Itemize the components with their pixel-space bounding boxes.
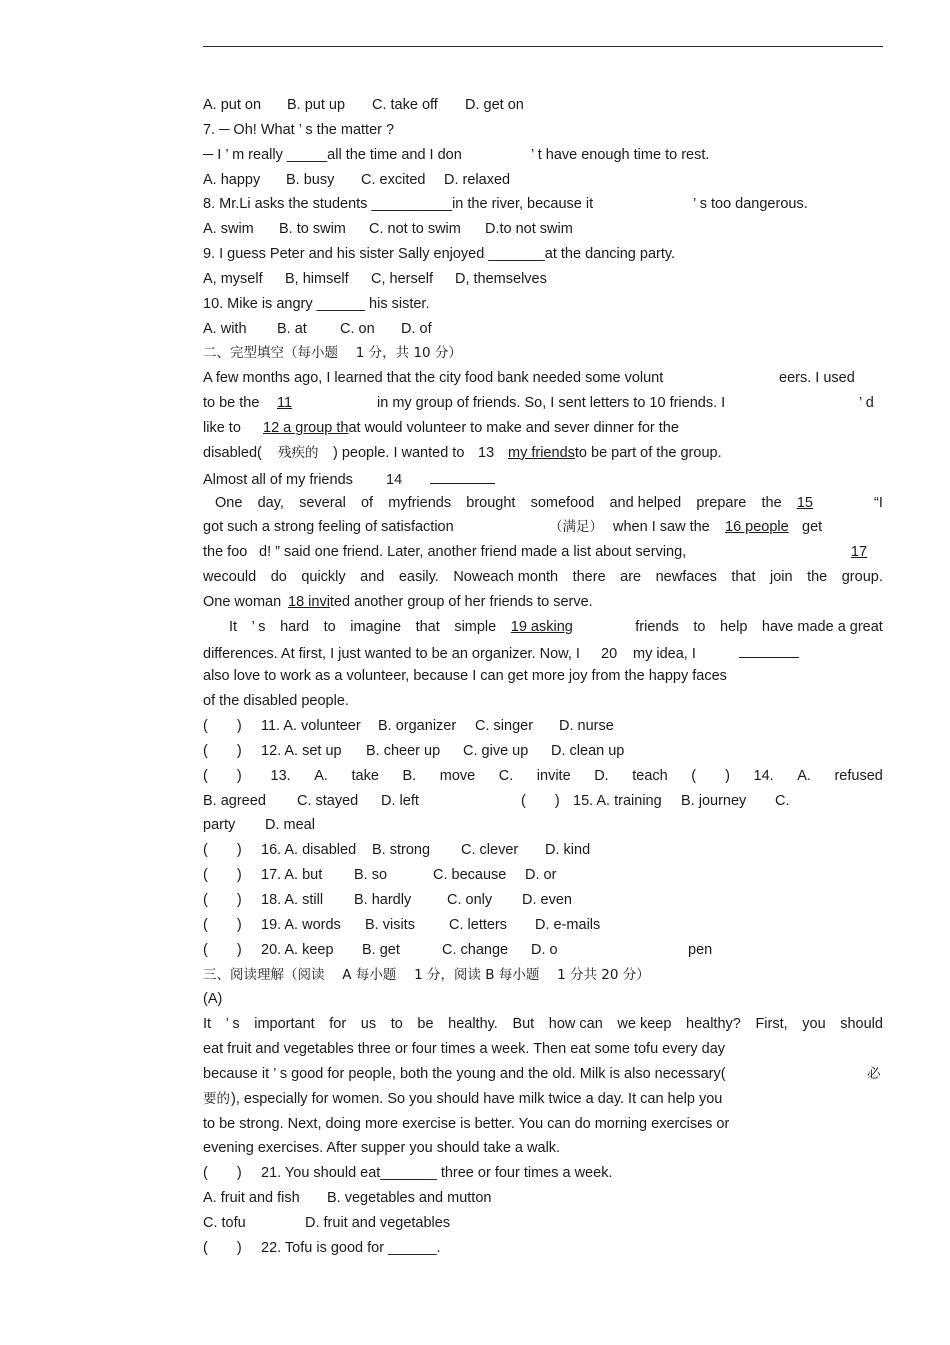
q10-option-b[interactable]: B. at [277, 320, 307, 337]
q14-option-d[interactable]: D. left [381, 792, 419, 809]
exam-page [203, 93, 883, 1261]
q12-option-b[interactable]: B. cheer up [366, 742, 441, 759]
q19-row [203, 913, 883, 938]
q19-option-c[interactable]: C. letters [449, 916, 508, 933]
header-rule [203, 46, 883, 47]
p3-l1-w6: simple [454, 618, 497, 635]
q12-option-c[interactable]: C. give up [463, 742, 529, 759]
r-l1-w2: important [254, 1016, 315, 1033]
p1-l2-b: in my group of friends. So, I sent letters to 10 friends. I [377, 395, 726, 412]
r-l1-w11: healthy? [686, 1016, 741, 1033]
blank-13[interactable]: my friends [508, 444, 575, 461]
q14-option-b[interactable]: B. agreed [203, 792, 266, 809]
p3-l1-w5: that [415, 618, 440, 635]
blank-19[interactable]: 19 asking [510, 618, 573, 635]
q10-stem: 10. Mike is angry ______ his sister. [203, 295, 430, 312]
q21-option-d[interactable]: D. fruit and vegetables [305, 1214, 451, 1231]
q15-paren[interactable]: ( ) [521, 792, 560, 809]
q12-row [203, 739, 883, 764]
blank-18[interactable]: 18 invi [288, 593, 330, 610]
q16-option-d[interactable]: D. kind [545, 842, 591, 859]
p2-l1-w11: “I [873, 494, 883, 511]
r-l1-w5: to [390, 1016, 403, 1033]
p1-l2-c: ’ d [859, 395, 874, 412]
q7-option-b[interactable]: B. busy [286, 171, 335, 188]
blank-17[interactable]: 17 [850, 544, 868, 561]
q14-option-a[interactable]: refused [834, 767, 883, 784]
r-l1-w6: be [417, 1016, 434, 1033]
p3-l2-num: 20 [601, 645, 618, 662]
q21-option-c[interactable]: C. tofu [203, 1214, 246, 1231]
q14-num: 14. [753, 767, 774, 784]
reading-line4 [203, 1087, 883, 1112]
r-l1-w9: how can [548, 1016, 603, 1033]
q13-option-d[interactable]: teach [632, 767, 668, 784]
q15-option-a[interactable]: 15. A. training [573, 792, 662, 809]
p2-l1-w6: somefood [530, 494, 595, 511]
q13-row [203, 764, 883, 789]
passage3-line4: of the disabled people. [203, 693, 349, 710]
q11-option-a[interactable]: 11. A. volunteer [261, 718, 361, 735]
p2-l4-w1: do [270, 569, 287, 586]
q17-option-d[interactable]: D. or [525, 867, 557, 884]
r-l4-b: ), especially for women. So you should have milk twice a day. It can help you [231, 1090, 723, 1107]
q20-option-b[interactable]: B. get [362, 941, 400, 958]
p1-l4-c: to be part of the group. [574, 444, 722, 461]
p2-l1-w2: several [299, 494, 346, 511]
q8-option-c[interactable]: C. not to swim [369, 221, 461, 238]
q7-option-a[interactable]: A. happy [203, 171, 261, 188]
q21-row [203, 1161, 883, 1186]
q13-num: 13. [270, 767, 291, 784]
p2-l4-w8: newfaces [655, 569, 717, 586]
p2-l4-w5: Noweach month [453, 569, 559, 586]
reading-line5: to be strong. Next, doing more exercise is better. You can do morning exercises or [203, 1115, 730, 1132]
q8-stem-a: 8. Mr.Li asks the students __________in the river, because it [203, 196, 594, 213]
q16-row [203, 838, 883, 863]
q22-row [203, 1236, 883, 1261]
q15-rest-row [203, 813, 883, 838]
q11-paren[interactable]: ( ) [203, 718, 242, 735]
p2-l1-w8: prepare [696, 494, 747, 511]
p1-l3-b: at would volunteer to make and sever dinner for the [348, 419, 679, 436]
q13-option-a[interactable]: take [351, 767, 379, 784]
p2-l4-w11: the [807, 569, 828, 586]
p2-l4-w4: easily. [398, 569, 439, 586]
q9-option-b[interactable]: B, himself [285, 270, 349, 287]
q17-option-a[interactable]: 17. A. but [261, 867, 323, 884]
p2-l4-w9: that [731, 569, 756, 586]
p1-l3-a: like to [203, 419, 241, 436]
q12-paren[interactable]: ( ) [203, 742, 242, 759]
passage2-line4 [203, 565, 883, 590]
r-l1-w3: for [329, 1016, 347, 1033]
p2-l1-w1: day, [257, 494, 284, 511]
p1-l4-a: disabled( [203, 444, 262, 461]
q7-stem: 7. ─ Oh! What ’ s the matter ? [203, 121, 395, 138]
p1-l5-a: Almost all of my friends [203, 471, 353, 488]
q15-c-label: C. [775, 792, 790, 809]
q9-stem: 9. I guess Peter and his sister Sally enjoyed _______at the dancing party. [203, 246, 676, 263]
passage2-line1 [203, 491, 883, 516]
passage1-line3 [203, 416, 883, 441]
p1-l1-b: eers. I used [779, 370, 855, 387]
r-l3-cn: 必 [867, 1065, 881, 1082]
reading-line6: evening exercises. After supper you should take a walk. [203, 1140, 561, 1157]
q13-option-b[interactable]: move [439, 767, 476, 784]
q6-option-d[interactable]: D. get on [465, 97, 524, 113]
q13-c-label: C. [498, 767, 514, 784]
q18-option-a[interactable]: 18. A. still [261, 892, 324, 908]
passage3-line1 [203, 615, 883, 640]
q7-option-c[interactable]: C. excited [361, 171, 426, 188]
q6-option-b[interactable]: B. put up [287, 97, 346, 113]
p2-l2-a: got such a strong feeling of satisfaction [203, 519, 454, 536]
q6-option-a[interactable]: A. put on [203, 97, 262, 113]
blank-11[interactable]: 11 [277, 395, 293, 412]
passage1-line4 [203, 441, 883, 466]
q16-option-a[interactable]: 16. A. disabled [261, 842, 357, 859]
q19-option-a[interactable]: 19. A. words [261, 916, 341, 933]
p3-l1-w4: imagine [350, 618, 402, 635]
q15-option-d[interactable]: D. meal [265, 817, 315, 834]
q20-option-d[interactable]: D. o [531, 941, 558, 958]
p2-l4-w3: and [360, 569, 385, 586]
p1-l4-num: 13 [478, 444, 495, 461]
r-l1-w0: It [203, 1016, 212, 1033]
q10-option-a[interactable]: A. with [203, 320, 247, 337]
q20-option-d-tail: pen [688, 941, 713, 958]
q21-option-a[interactable]: A. fruit and fish [203, 1190, 300, 1207]
p2-l1-w4: myfriends [388, 494, 452, 511]
q14-a-label: A. [797, 767, 811, 784]
q13-option-c[interactable]: invite [536, 767, 571, 784]
q18-option-c[interactable]: C. only [447, 892, 493, 908]
q9-options [203, 267, 883, 292]
q20-row [203, 938, 883, 963]
q17-row [203, 863, 883, 888]
q17-option-b[interactable]: B. so [354, 867, 388, 884]
p2-l3-b: d! ” said one friend. Later, another friend made a list about serving, [259, 544, 687, 561]
reading-a-label: (A) [203, 991, 223, 1008]
r-l3-a: because it ’ s good for people, both the young and the old. Milk is also necessary( [203, 1065, 726, 1082]
q19-option-b[interactable]: B. visits [365, 916, 415, 933]
section2-heading: 二、完型填空（每小题 1 分，共 10 分） [203, 345, 462, 362]
blank-16[interactable]: 16 people [725, 519, 789, 536]
p1-l4-b: ) people. I wanted to [333, 444, 465, 461]
p3-l1-w9: to [693, 618, 706, 635]
q18-option-b[interactable]: B. hardly [354, 892, 412, 908]
section3-heading: 三、阅读理解（阅读 A 每小题 1 分，阅读 B 每小题 1 分共 20 分） [203, 966, 650, 983]
q11-option-c[interactable]: C. singer [475, 718, 534, 735]
q18-row [203, 888, 883, 913]
q16-paren[interactable]: ( ) [203, 842, 242, 859]
p2-l1-w0: One [215, 494, 243, 511]
p2-l4-w7: are [620, 569, 642, 586]
passage1-line2 [203, 391, 883, 416]
r-l1-w10: we keep [617, 1016, 672, 1033]
passage1-line1 [203, 366, 883, 391]
blank-20[interactable] [739, 640, 799, 658]
q15-option-c[interactable]: party [203, 817, 236, 834]
q14-15-row [203, 789, 883, 814]
p2-l1-w3: of [360, 494, 374, 511]
p3-l1-w1: ’ s [251, 618, 266, 635]
passage2-line3 [203, 540, 883, 565]
q13-a-label: A. [314, 767, 328, 784]
p3-l1-w0: It [229, 618, 238, 635]
q21-option-b[interactable]: B. vegetables and mutton [327, 1190, 492, 1207]
q8-option-d[interactable]: D.to not swim [485, 221, 573, 238]
q20-option-a[interactable]: 20. A. keep [261, 941, 334, 958]
q12-option-d[interactable]: D. clean up [551, 742, 625, 759]
passage2-line5 [203, 590, 883, 615]
p1-l4-cn: 残疾的 [278, 444, 319, 461]
q11-option-b[interactable]: B. organizer [378, 718, 457, 735]
r-l1-w14: should [840, 1016, 883, 1033]
q8-stem [203, 192, 883, 217]
p2-l1-w7: and helped [609, 494, 682, 511]
p1-l5-num: 14 [386, 471, 403, 488]
p2-l4-w2: quickly [301, 569, 346, 586]
passage3-line2 [203, 640, 883, 665]
p2-l4-w12: group. [841, 569, 883, 586]
blank-15[interactable]: 15 [796, 494, 813, 511]
q16-option-c[interactable]: C. clever [461, 842, 519, 859]
q9-option-c[interactable]: C, herself [371, 270, 434, 287]
p1-l1-a: A few months ago, I learned that the city food bank needed some volunt [203, 370, 664, 387]
q9-option-d[interactable]: D, themselves [455, 270, 547, 287]
p1-l2-a: to be the [203, 395, 260, 412]
reading-line1 [203, 1012, 883, 1037]
q20-paren[interactable]: ( ) [203, 941, 242, 958]
p2-l1-w9: the [761, 494, 782, 511]
q11-row [203, 714, 883, 739]
q7-option-d[interactable]: D. relaxed [444, 171, 511, 188]
r-l1-w1: ’ s [225, 1016, 240, 1033]
q14-option-c[interactable]: C. stayed [297, 792, 359, 809]
p2-l5-b: ted another group of her friends to serve. [329, 593, 593, 610]
r-l4-cn: 要的 [203, 1090, 230, 1107]
q21-stem: 21. You should eat_______ three or four times a week. [261, 1165, 613, 1182]
p2-l4-w6: there [572, 569, 606, 586]
q21-options-1 [203, 1186, 883, 1211]
q17-option-c[interactable]: C. because [433, 867, 507, 884]
q18-paren[interactable]: ( ) [203, 892, 242, 908]
p2-l3-a: the foo [203, 544, 248, 561]
q10-option-c[interactable]: C. on [340, 320, 375, 337]
p2-l4-w0: wecould [203, 569, 257, 586]
q8-option-b[interactable]: B. to swim [279, 221, 346, 238]
q8-option-a[interactable]: A. swim [203, 221, 254, 238]
p3-l2-b: my idea, I [633, 645, 696, 662]
reading-line2: eat fruit and vegetables three or four times a week. Then eat some tofu every day [203, 1041, 726, 1058]
r-l1-w8: But [512, 1016, 535, 1033]
p3-l1-w8: friends [635, 618, 679, 635]
q7-line2-a: ─ I ’ m really _____all the time and I don [203, 146, 462, 163]
q15-option-b[interactable]: B. journey [681, 792, 747, 809]
passage3-line3: also love to work as a volunteer, because I can get more joy from the happy faces [203, 668, 727, 685]
q10-option-d[interactable]: D. of [401, 320, 432, 337]
q7-line2 [203, 143, 883, 168]
r-l1-w7: healthy. [448, 1016, 498, 1033]
p3-l2-a: differences. At first, I just wanted to be an organizer. Now, I [203, 645, 580, 662]
blank-14[interactable] [430, 466, 495, 484]
p3-l1-w10: help [719, 618, 748, 635]
q17-paren[interactable]: ( ) [203, 867, 242, 884]
passage2-line2 [203, 515, 883, 540]
q13-paren[interactable]: ( ) [203, 767, 242, 784]
q7-line2-b: ’ t have enough time to rest. [531, 146, 710, 163]
q18-option-d[interactable]: D. even [522, 892, 572, 908]
q16-option-b[interactable]: B. strong [372, 842, 431, 859]
r-l1-w12: First, [755, 1016, 788, 1033]
p2-l4-w10: join [770, 569, 793, 586]
passage1-line5 [203, 466, 883, 491]
q13-d-label: D. [594, 767, 609, 784]
p2-l2-cn: （满足） [549, 519, 603, 536]
q7-options [203, 168, 883, 193]
p3-l1-w2: hard [280, 618, 310, 635]
q22-paren[interactable]: ( ) [203, 1239, 242, 1256]
q19-option-d[interactable]: D. e-mails [535, 916, 601, 933]
q14-paren[interactable]: ( ) [691, 767, 730, 784]
q6-options [203, 93, 883, 118]
q22-stem: 22. Tofu is good for ______. [261, 1239, 441, 1256]
q20-option-c[interactable]: C. change [442, 941, 509, 958]
r-l1-w4: us [360, 1016, 377, 1033]
q13-b-label: B. [402, 767, 417, 784]
q12-option-a[interactable]: 12. A. set up [261, 742, 342, 759]
q21-paren[interactable]: ( ) [203, 1165, 242, 1182]
q9-option-a[interactable]: A, myself [203, 270, 263, 287]
reading-line3 [203, 1062, 883, 1087]
p2-l1-w5: brought [466, 494, 516, 511]
r-l1-w13: you [802, 1016, 826, 1033]
q10-options [203, 317, 883, 342]
p3-l1-w11: have made a great [761, 618, 883, 635]
q19-paren[interactable]: ( ) [203, 916, 242, 933]
blank-12[interactable]: 12 a group th [263, 419, 349, 436]
p2-l2-c: get [802, 519, 823, 536]
q11-option-d[interactable]: D. nurse [559, 718, 614, 735]
p2-l2-b: when I saw the [613, 519, 710, 536]
p2-l5-a: One woman [203, 593, 282, 610]
q8-options [203, 217, 883, 242]
q21-options-2 [203, 1211, 883, 1236]
q6-option-c[interactable]: C. take off [372, 97, 438, 113]
q8-stem-b: ’ s too dangerous. [693, 196, 808, 213]
p3-l1-w3: to [323, 618, 336, 635]
